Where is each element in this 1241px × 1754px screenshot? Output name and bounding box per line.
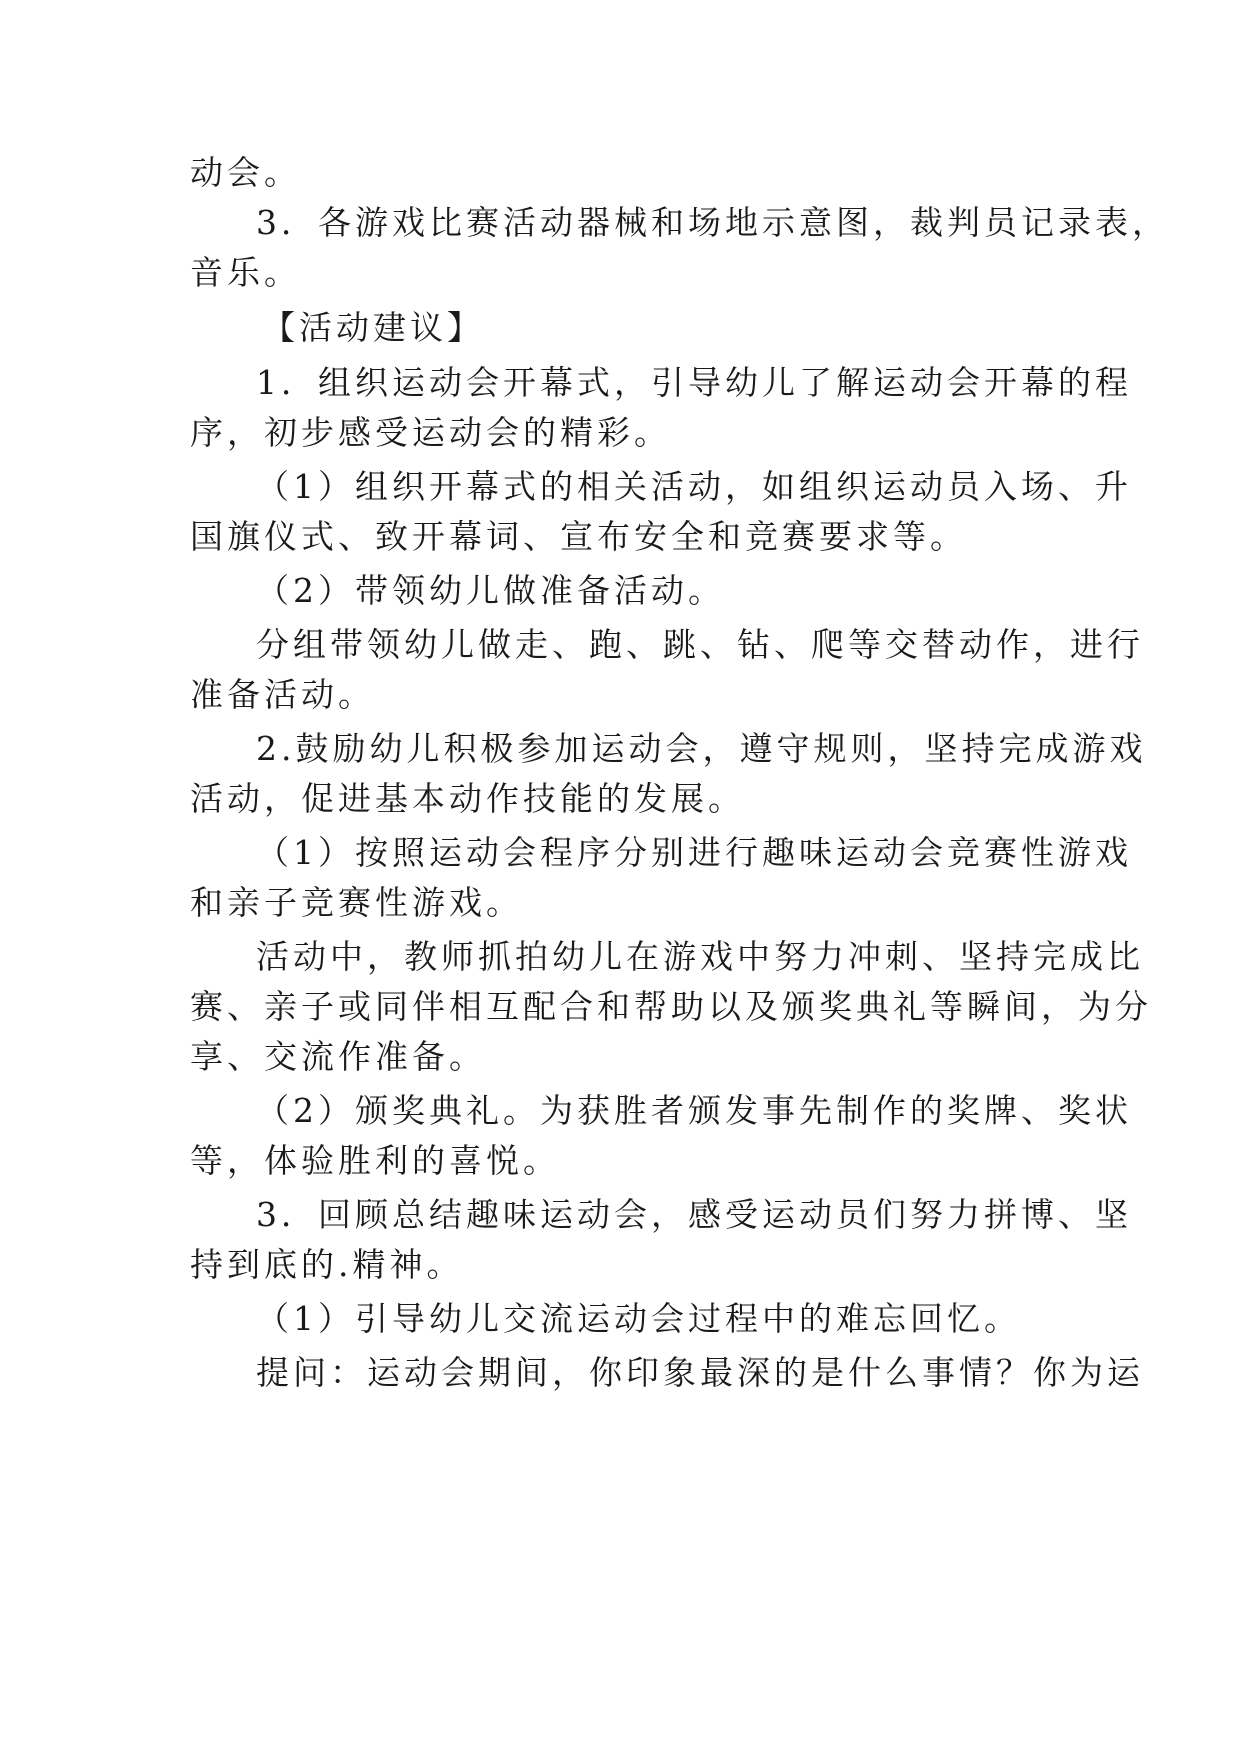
text-line: 享、交流作准备。 [190, 1037, 486, 1076]
text-line: 动会。 [190, 153, 301, 192]
text-line: 2.鼓励幼儿积极参加运动会，遵守规则，坚持完成游戏 [256, 729, 1147, 768]
text-line: （1）按照运动会程序分别进行趣味运动会竞赛性游戏 [256, 833, 1132, 872]
text-line: 持到底的.精神。 [190, 1245, 464, 1284]
text-line: 等，体验胜利的喜悦。 [190, 1141, 560, 1180]
text-line: 赛、亲子或同伴相互配合和帮助以及颁奖典礼等瞬间，为分 [190, 987, 1152, 1026]
text-line: 音乐。 [190, 253, 301, 292]
text-line: （2）颁奖典礼。为获胜者颁发事先制作的奖牌、奖状 [256, 1091, 1132, 1130]
text-line: 序，初步感受运动会的精彩。 [190, 413, 671, 452]
text-line: 提问：运动会期间，你印象最深的是什么事情？你为运 [256, 1353, 1144, 1392]
text-line: 1．组织运动会开幕式，引导幼儿了解运动会开幕的程 [256, 363, 1132, 402]
text-line: 和亲子竞赛性游戏。 [190, 883, 523, 922]
text-line: （2）带领幼儿做准备活动。 [256, 571, 725, 610]
text-line: 国旗仪式、致开幕词、宣布安全和竞赛要求等。 [190, 517, 967, 556]
text-line: 3．各游戏比赛活动器械和场地示意图，裁判员记录表， [256, 203, 1169, 242]
text-line: 活动中，教师抓拍幼儿在游戏中努力冲刺、坚持完成比 [256, 937, 1144, 976]
text-line: （1）组织开幕式的相关活动，如组织运动员入场、升 [256, 467, 1132, 506]
text-line: 准备活动。 [190, 675, 375, 714]
section-heading: 【活动建议】 [262, 308, 484, 347]
text-line: （1）引导幼儿交流运动会过程中的难忘回忆。 [256, 1299, 1021, 1338]
text-line: 分组带领幼儿做走、跑、跳、钻、爬等交替动作，进行 [256, 625, 1144, 664]
text-line: 3．回顾总结趣味运动会，感受运动员们努力拼博、坚 [256, 1195, 1132, 1234]
text-line: 活动，促进基本动作技能的发展。 [190, 779, 745, 818]
